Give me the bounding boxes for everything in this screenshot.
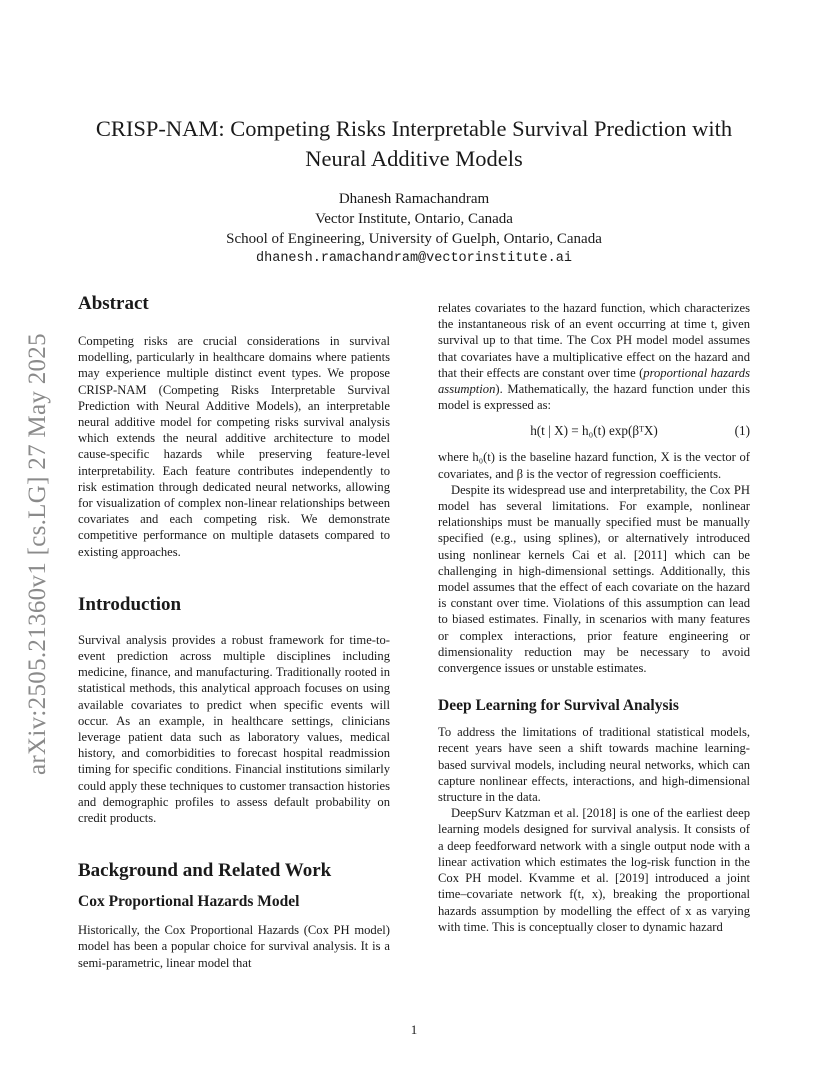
cox-ph-paragraph (438, 300, 750, 413)
cox-ph-text-a: relates covariates to the hazard function, which characterizes the instantaneous risk of an event occurring at time t, given survival up to that time. The Cox PH model model assumes that covariates have a multiplicative effect on the hazard and that their effects are constant over time ( (438, 301, 750, 380)
title-line-1: CRISP-NAM: Competing Risks Interpretable Survival Prediction with (95, 116, 733, 141)
equation-explanation: where h₀(t) is the baseline hazard function, X is the vector of covariates, and β is the vector of regression coefficients. (438, 450, 750, 481)
deepsurv-paragraph: DeepSurv Katzman et al. [2018] is one of the earliest deep learning models designed for survival analysis. It consists of a deep feedforward network with a single output node with a linear activation which estimates the log-risk function in the Cox PH model. Kvamme et al. [2019] introduced a joint time–covariate network f(t, x), breaking the proportional hazards assumption by modelling the effect of x as varying with time. This is conceptually closer to dynamic hazard (438, 806, 750, 934)
author-name: Dhanesh Ramachandram (338, 191, 490, 207)
equation-1 (438, 419, 750, 445)
title-line-2: Neural Additive Models (305, 146, 523, 171)
background-heading: Background and Related Work (78, 860, 332, 882)
deep-learning-paragraph: To address the limitations of traditional statistical models, recent years have seen a shift towards machine learning-based survival models, including neural networks, which can capture nonlinear effects, interactions, and high-dimensional structure in the data. (438, 725, 750, 805)
equation-number: (1) (734, 423, 750, 439)
cox-ph-text-b: ). Mathematically, the hazard function under this model is expressed as: (438, 382, 750, 413)
proportional-hazards-term: proportional hazards assumption (438, 365, 750, 397)
deep-learning-heading: Deep Learning for Survival Analysis (438, 697, 679, 715)
author-affiliation-1: Vector Institute, Ontario, Canada (315, 211, 513, 227)
author-block (78, 189, 750, 269)
arxiv-identifier: arXiv:2505.21360v1 [cs.LG] 27 May 2025 (24, 333, 51, 775)
abstract-text: Competing risks are crucial considerations in survival modelling, particularly in healthcare domains where patients may experience multiple distinct event types. We propose CRISP-NAM (Competing Risks Interpretable Survival Prediction with Neural Additive Models), an interpretable neural additive model for competing risks survival analysis which extends the neural additive architecture to model cause-specific hazards while preserving feature-level interpretability. Each feature contributes independently to risk estimation through dedicated neural networks, allowing for visualization of complex non-linear relationships between covariates and each competing risk. We demonstrate competitive performance on multiple datasets compared to existing approaches. (78, 334, 390, 559)
paper-title (78, 114, 750, 174)
cox-ph-heading: Cox Proportional Hazards Model (78, 893, 300, 911)
introduction-text: Survival analysis provides a robust framework for time-to-event prediction across multiple disciplines including medicine, finance, and manufacturing. Traditionally rooted in statistical methods, this analytical approach focuses on using available covariates to predict when specific events will occur. As an example, in healthcare settings, clinicians leverage patient data such as laboratory values, medical history, and comorbidities to forecast hospital readmission timing for specific conditions. Financial institutions similarly could apply these techniques to customer transaction histories and demographic profiles to assess default probability on credit products. (78, 632, 390, 826)
page-number: 1 (410, 1022, 418, 1037)
author-email: dhanesh.ramachandram@vectorinstitute.ai (256, 251, 572, 266)
background-text: Historically, the Cox Proportional Hazards (Cox PH model) model has been a popular choice for survival analysis. It is a semi-parametric, linear model that (78, 923, 390, 970)
introduction-heading: Introduction (78, 593, 182, 615)
right-column (438, 300, 750, 935)
abstract-heading: Abstract (78, 293, 149, 314)
author-affiliation-2: School of Engineering, University of Guelph, Ontario, Canada (226, 231, 602, 247)
cox-limitations-paragraph: Despite its widespread use and interpretability, the Cox PH model has several limitations. For example, nonlinear relationships must be manually specified must be manually specified (e.g., using splines), or alternatively introduced using nonlinear kernels Cai et al. [2011] which can be challenging in high-dimensional settings. Additionally, this model assumes that the effect of each covariate on the hazard is constant over time. Violations of this assumption can lead to biased estimates. Finally, in scenarios with many features or complex interactions, prior feature engineering or dimensionality reduction may be necessary to avoid convergence issues or unstable estimates. (438, 482, 750, 676)
hazard-equation: h(t | X) = h₀(t) exp(βᵀX) (530, 423, 658, 439)
left-column (78, 292, 390, 971)
